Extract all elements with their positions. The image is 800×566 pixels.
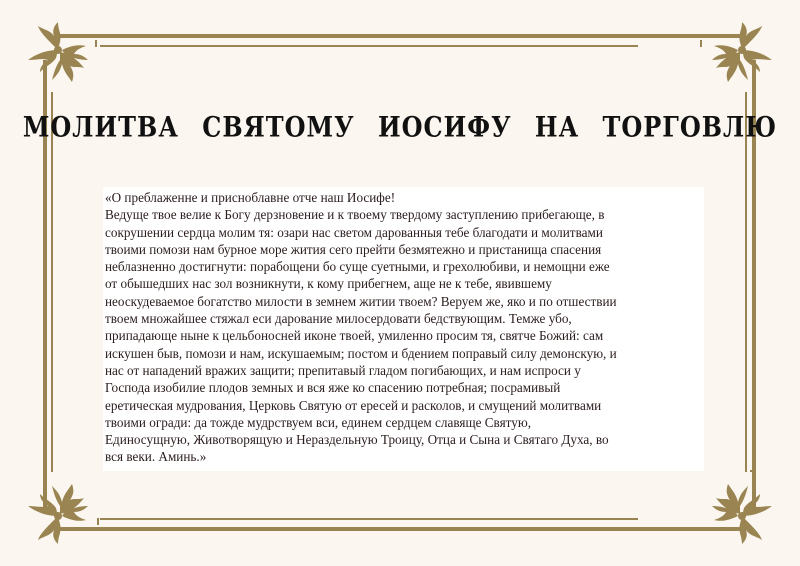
prayer-line: Ведуще твое велие к Богу дерзновение и к твоему твердому заступлению прибегающе, в <box>105 207 605 223</box>
acanthus-ornament-bottom-right <box>700 472 774 546</box>
prayer-line: твоем множайшее стяжал еси дарование милосердовати бедствующим. Темже убо, <box>105 311 572 327</box>
frame-bottom-outer <box>60 527 740 531</box>
prayer-text-box <box>103 187 704 471</box>
frame-bottom-inner <box>100 518 638 520</box>
prayer-line: искушен быв, помози и нам, искушаемым; постом и бдением поправый силу демонскую, и <box>105 345 617 361</box>
prayer-line: неблазненно достигнути: порабощени бо суще суетными, и грехолюбиви, и немощни еже <box>105 259 610 275</box>
prayer-line: сокрушении сердца молим тя: озари нас светом дарованныя тебе благодати и молитвами <box>105 224 603 240</box>
prayer-line: твоими огради: да тожде мудрствуем вси, единем сердцем славяще Святую, <box>105 414 531 430</box>
prayer-line: Господа изобилие плодов земных и вся яже ко спасению потребная; посрамивый <box>105 380 561 396</box>
prayer-text <box>105 189 704 466</box>
page-title: МОЛИТВА СВЯТОМУ ИОСИФУ НА ТОРГОВЛЮ <box>22 109 778 144</box>
prayer-line: еретическая мудрования, Церковь Святую от ересей и расколов, и смущений молитвами <box>105 397 602 413</box>
prayer-line: неоскудеваемое богатство милости в земнем житии твоем? Веруем же, яко и по отшествии <box>105 293 617 309</box>
prayer-line: «О преблаженне и присноблавне отче наш Иосифе! <box>105 190 396 205</box>
acanthus-ornament-bottom-left <box>26 472 100 546</box>
frame-top-outer <box>60 34 740 38</box>
frame-top-inner <box>100 45 638 47</box>
prayer-line: твоими помози нам бурное море жития сего прейти безмятежно и пристанища спасения <box>105 241 602 257</box>
acanthus-ornament-top-left <box>26 20 100 94</box>
prayer-line: вся веки. Аминь.» <box>105 449 207 465</box>
prayer-line: от обышедших нас зол возникнути, к кому прибегнем, аще не к тебе, явившему <box>105 276 552 292</box>
prayer-line: нас от нападений вражих защити; препитавый гладом погибающих, и нам испроси у <box>105 362 581 378</box>
prayer-line: Единосущную, Животворящую и Нераздельную Троицу, Отца и Сына и Святаго Духа, во <box>105 432 609 448</box>
frame-right-inner <box>745 92 747 472</box>
acanthus-ornament-top-right <box>700 20 774 94</box>
prayer-line: припадающе ныне к цельбоносней иконе твоей, умиленно просим тя, святче Божий: сам <box>105 328 604 344</box>
frame-left-inner <box>51 92 53 472</box>
